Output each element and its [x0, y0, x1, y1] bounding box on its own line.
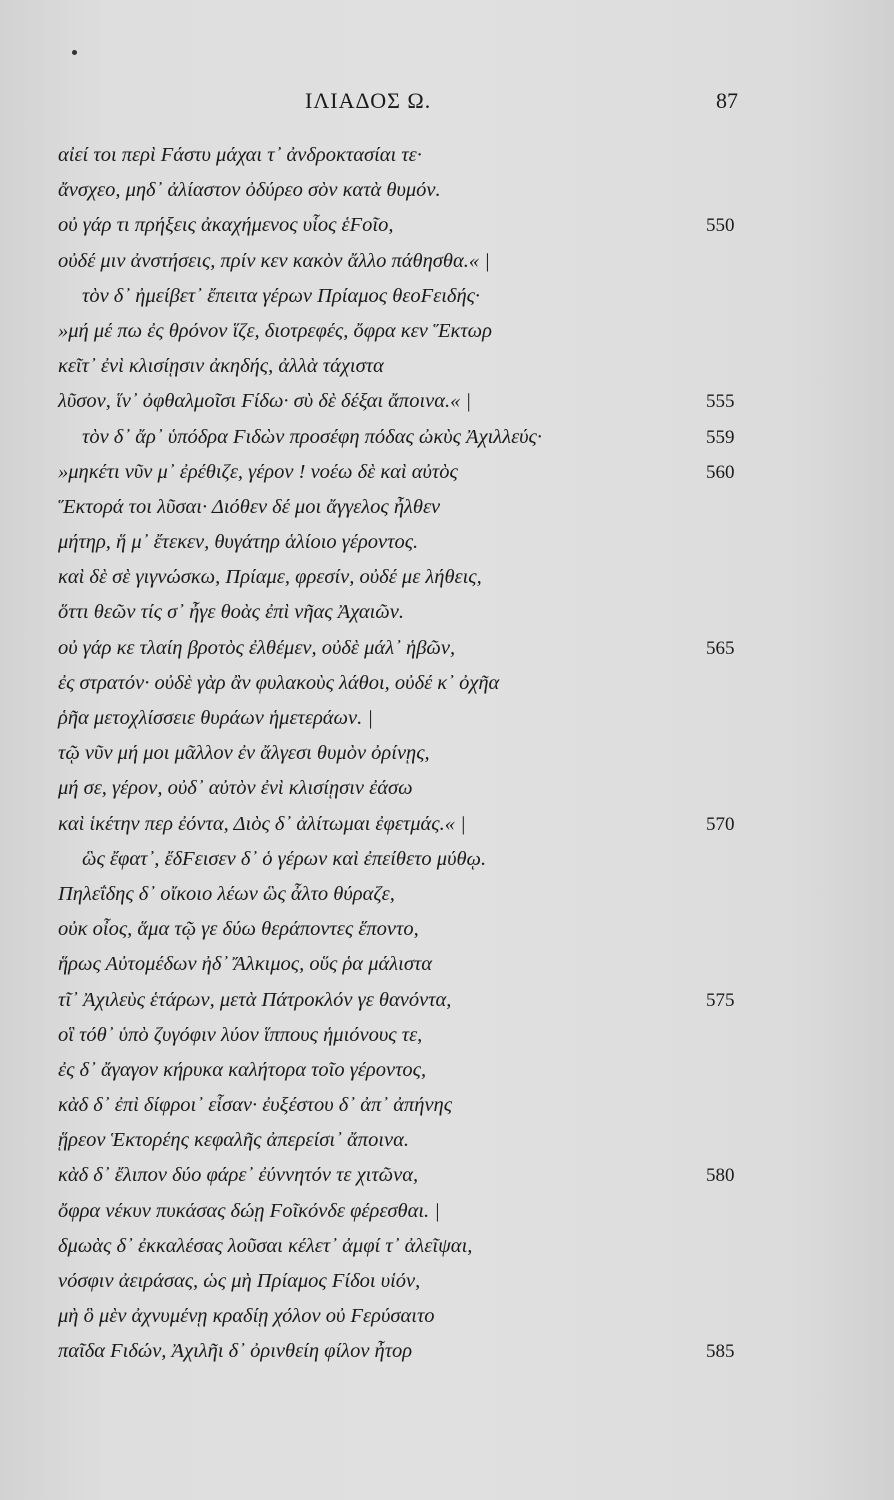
verse-text: οὐ γάρ τι πρήξεις ἀκαχήμενος υἷος ἑϜοῖο,	[58, 214, 394, 237]
verse-line	[0, 560, 894, 595]
verse-text: οὐ γάρ κε τλαίη βροτὸς ἐλθέμεν, οὐδὲ μάλ᾽ ἡβῶν,	[58, 636, 456, 659]
verse-line	[0, 1229, 894, 1264]
line-number: 559	[706, 426, 735, 448]
verse-line	[0, 490, 894, 525]
running-title: ΙΛΙΑΔΟΣ Ω.	[305, 88, 432, 113]
verse-text: τῖ᾽ Ἀχιλεὺς ἑτάρων, μετὰ Πάτροκλόν γε θανόντα,	[58, 988, 452, 1011]
verse-text: λῦσον, ἵν᾽ ὀφθαλμοῖσι Ϝίδω· σὺ δὲ δέξαι ἄποινα.« |	[58, 390, 472, 413]
verse-text: καὶ ἱκέτην περ ἐόντα, Διὸς δ᾽ ἀλίτωμαι ἐφετμάς.« |	[58, 812, 466, 835]
verse-line	[0, 1194, 894, 1229]
verse-line	[0, 1334, 894, 1369]
verse-text: κὰδ δ᾽ ἔλιπον δύο φάρε᾽ ἐύννητόν τε χιτῶνα,	[58, 1164, 419, 1187]
verse-line	[0, 208, 894, 243]
verse-text: τὸν δ᾽ ἄρ᾽ ὑπόδρα Ϝιδὼν προσέφη πόδας ὠκὺς Ἀχιλλεύς·	[82, 425, 542, 448]
line-number: 550	[706, 215, 735, 237]
verse-text: νόσφιν ἀειράσας, ὡς μὴ Πρίαμος Ϝίδοι υἱόν,	[58, 1270, 421, 1292]
verse-text: οὐδέ μιν ἀνστήσεις, πρίν κεν κακὸν ἄλλο πάθησθα.« |	[58, 249, 490, 272]
verse-line	[0, 279, 894, 314]
verse-line	[0, 420, 894, 455]
verse-text: ὣς ἔφατ᾽, ἔδϜεισεν δ᾽ ὁ γέρων καὶ ἐπείθετο μύθῳ.	[82, 847, 487, 870]
verse-line	[0, 807, 894, 842]
line-number: 570	[706, 813, 735, 835]
verse-line	[0, 1264, 894, 1299]
verse-text: οἳ τόθ᾽ ὑπὸ ζυγόφιν λύον ἵππους ἡμιόνους τε,	[58, 1023, 423, 1046]
verse-line	[0, 701, 894, 736]
line-number: 585	[706, 1341, 735, 1363]
verse-block	[0, 138, 894, 1370]
verse-line	[0, 244, 894, 279]
verse-text: τὸν δ᾽ ἠμείβετ᾽ ἔπειτα γέρων Πρίαμος θεοϜειδής·	[82, 284, 481, 307]
verse-line	[0, 349, 894, 384]
verse-line	[0, 842, 894, 877]
verse-text: τῷ νῦν μή μοι μᾶλλον ἐν ἄλγεσι θυμὸν ὀρίνῃς,	[58, 742, 430, 765]
line-number: 565	[706, 637, 735, 659]
verse-text: »μηκέτι νῦν μ᾽ ἐρέθιζε, γέρον ! νοέω δὲ καὶ αὐτὸς	[58, 460, 458, 483]
verse-line	[0, 1123, 894, 1158]
verse-text: παῖδα Ϝιδών, Ἀχιλῆι δ᾽ ὀρινθείη φίλον ἦτορ	[58, 1340, 413, 1363]
verse-text: μὴ ὃ μὲν ἀχνυμένῃ κραδίῃ χόλον οὐ Ϝερύσαιτο	[58, 1305, 435, 1328]
verse-text: ἥρως Αὐτομέδων ἠδ᾽ Ἄλκιμος, οὕς ῥα μάλιστα	[58, 953, 433, 976]
verse-text: μή σε, γέρον, οὐδ᾽ αὐτὸν ἐνὶ κλισίῃσιν ἐάσω	[58, 777, 413, 800]
verse-line	[0, 525, 894, 560]
verse-text: ῥῆα μετοχλίσσειε θυράων ἡμετεράων. |	[58, 707, 374, 729]
line-number: 555	[706, 391, 735, 413]
verse-line	[0, 736, 894, 771]
verse-text: ὅττι θεῶν τίς σ᾽ ἦγε θοὰς ἐπὶ νῆας Ἀχαιῶν.	[58, 601, 405, 624]
verse-line	[0, 1018, 894, 1053]
verse-text: καὶ δὲ σὲ γιγνώσκω, Πρίαμε, φρεσίν, οὐδέ με λήθεις,	[58, 566, 482, 589]
verse-text: ᾕρεον Ἑκτορέης κεφαλῆς ἀπερείσι᾽ ἄποινα.	[58, 1129, 409, 1152]
verse-line	[0, 314, 894, 349]
verse-text: ἐς στρατόν· οὐδὲ γὰρ ἂν φυλακοὺς λάθοι, οὐδέ κ᾽ ὀχῆα	[58, 671, 500, 694]
verse-line	[0, 138, 894, 173]
verse-line	[0, 877, 894, 912]
verse-text: Πηλεΐδης δ᾽ οἴκοιο λέων ὣς ἆλτο θύραζε,	[58, 882, 395, 905]
verse-line	[0, 947, 894, 982]
line-number: 575	[706, 989, 735, 1011]
verse-text: ἐς δ᾽ ἄγαγον κήρυκα καλήτορα τοῖο γέροντος,	[58, 1058, 427, 1081]
verse-line	[0, 173, 894, 208]
verse-text: Ἕκτορά τοι λῦσαι· Διόθεν δέ μοι ἄγγελος ἦλθεν	[58, 495, 441, 518]
verse-text: δμωὰς δ᾽ ἐκκαλέσας λοῦσαι κέλετ᾽ ἀμφί τ᾽ ἀλεῖψαι,	[58, 1234, 473, 1257]
verse-text: μήτηρ, ἥ μ᾽ ἔτεκεν, θυγάτηρ ἁλίοιο γέροντος.	[58, 531, 419, 554]
verse-line	[0, 983, 894, 1018]
verse-line	[0, 1088, 894, 1123]
verse-line	[0, 771, 894, 806]
page-number: 87	[716, 88, 738, 113]
running-head	[0, 88, 894, 118]
verse-line	[0, 384, 894, 419]
verse-line	[0, 1158, 894, 1193]
line-number: 580	[706, 1165, 735, 1187]
verse-line	[0, 595, 894, 630]
verse-text: ἄνσχεο, μηδ᾽ ἀλίαστον ὀδύρεο σὸν κατὰ θυμόν.	[58, 179, 441, 202]
verse-text: κὰδ δ᾽ ἐπὶ δίφροι᾽ εἷσαν· ἐυξέστου δ᾽ ἀπ᾽ ἀπήνης	[58, 1094, 453, 1117]
verse-text: αἰεί τοι περὶ Ϝάστυ μάχαι τ᾽ ἀνδροκτασίαι τε·	[58, 144, 422, 166]
verse-line	[0, 631, 894, 666]
verse-line	[0, 912, 894, 947]
ink-speck	[72, 50, 77, 55]
verse-line	[0, 666, 894, 701]
verse-text: ὄφρα νέκυν πυκάσας δώῃ Ϝοῖκόνδε φέρεσθαι. |	[58, 1199, 440, 1222]
verse-text: οὐκ οἶος, ἅμα τῷ γε δύω θεράποντες ἕποντο,	[58, 918, 419, 941]
verse-line	[0, 1053, 894, 1088]
verse-text: »μή μέ πω ἐς θρόνον ἵζε, διοτρεφές, ὄφρα κεν Ἕκτωρ	[58, 319, 492, 342]
line-number: 560	[706, 461, 735, 483]
verse-line	[0, 1299, 894, 1334]
verse-line	[0, 455, 894, 490]
verse-text: κεῖτ᾽ ἐνὶ κλισίῃσιν ἀκηδής, ἀλλὰ τάχιστα	[58, 355, 384, 378]
